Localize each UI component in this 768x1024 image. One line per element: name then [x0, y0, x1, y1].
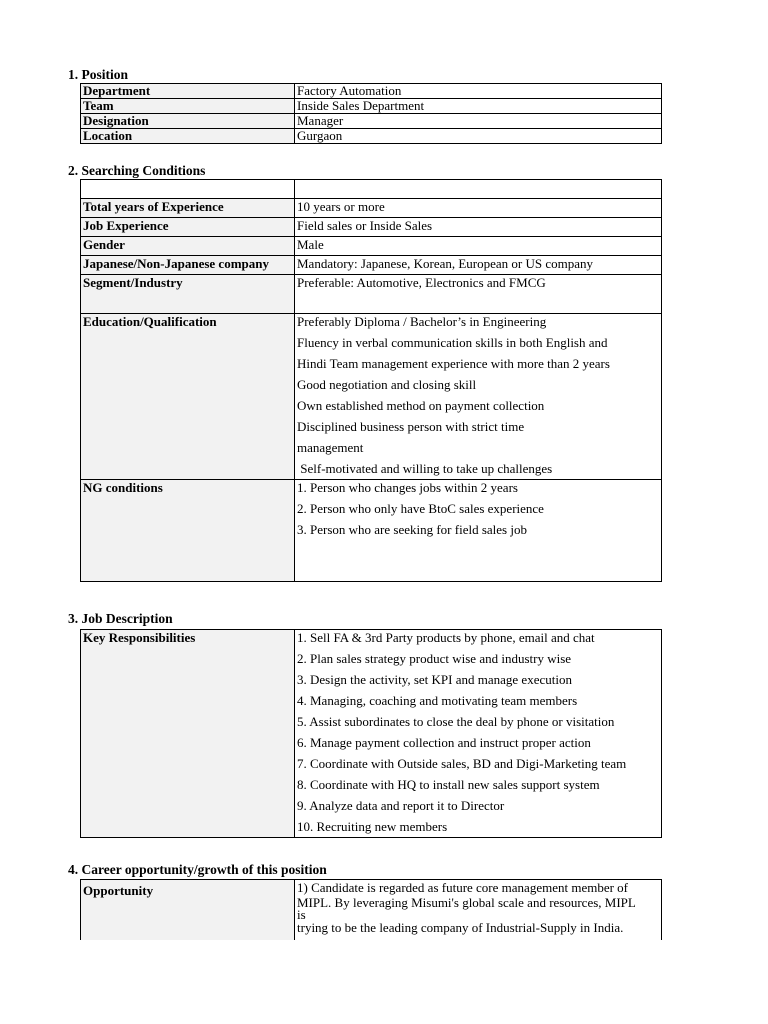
list-item: 6. Manage payment collection and instruct proper action	[297, 735, 591, 750]
list-item: Disciplined business person with strict time	[297, 419, 525, 434]
cell-value: Manager	[295, 114, 662, 129]
opportunity-lines	[295, 880, 662, 941]
cell-label: Education/Qualification	[81, 314, 295, 480]
list-item: Good negotiation and closing skill	[297, 377, 477, 392]
table-row	[81, 630, 662, 838]
career-opportunity-table	[80, 879, 662, 940]
list-item: is	[297, 907, 306, 922]
cell-label: Segment/Industry	[81, 275, 295, 314]
cell-label: Department	[81, 84, 295, 99]
cell-value: 10 years or more	[295, 199, 662, 218]
cell-label: Key Responsibilities	[81, 630, 295, 838]
list-item: Own established method on payment collection	[297, 398, 545, 413]
ng-lines	[295, 480, 662, 582]
responsibility-lines	[295, 630, 662, 838]
section-heading-searching-conditions: 2. Searching Conditions	[68, 163, 206, 178]
cell-value: Field sales or Inside Sales	[295, 218, 662, 237]
list-item: Preferably Diploma / Bachelor’s in Engineering	[297, 314, 547, 329]
table-row	[81, 84, 662, 99]
cell-label: Location	[81, 129, 295, 144]
cell-empty	[81, 180, 295, 199]
table-row	[81, 275, 662, 314]
cell-value: Male	[295, 237, 662, 256]
table-row	[81, 237, 662, 256]
list-item: 10. Recruiting new members	[297, 819, 448, 834]
table-row	[81, 314, 662, 480]
list-item: management	[297, 440, 364, 455]
cell-label: Gender	[81, 237, 295, 256]
cell-label: Opportunity	[81, 880, 295, 941]
list-item: 3. Design the activity, set KPI and manage execution	[297, 672, 572, 687]
cell-label: Japanese/Non-Japanese company	[81, 256, 295, 275]
list-item: 1) Candidate is regarded as future core management member of	[297, 880, 628, 895]
searching-conditions-table	[80, 179, 662, 582]
list-item: 1. Person who changes jobs within 2 years	[297, 480, 518, 495]
list-item: 4. Managing, coaching and motivating team members	[297, 693, 578, 708]
table-row	[81, 256, 662, 275]
list-item: Fluency in verbal communication skills in both English and	[297, 335, 608, 350]
position-table	[80, 83, 662, 144]
list-item: 1. Sell FA & 3rd Party products by phone, email and chat	[297, 630, 595, 645]
cell-label: Total years of Experience	[81, 199, 295, 218]
section-heading-career-opportunity: 4. Career opportunity/growth of this position	[68, 862, 327, 877]
cell-value: Mandatory: Japanese, Korean, European or US company	[295, 256, 662, 275]
table-row	[81, 218, 662, 237]
section-heading-job-description: 3. Job Description	[68, 611, 173, 626]
cell-value: Preferable: Automotive, Electronics and FMCG	[295, 275, 662, 314]
list-item: 2. Plan sales strategy product wise and industry wise	[297, 651, 572, 666]
cell-label: NG conditions	[81, 480, 295, 582]
cell-label: Job Experience	[81, 218, 295, 237]
cell-label: Team	[81, 99, 295, 114]
list-item: 2. Person who only have BtoC sales experience	[297, 501, 544, 516]
list-item: Self-motivated and willing to take up challenges	[297, 461, 553, 476]
table-row	[81, 129, 662, 144]
list-item: 8. Coordinate with HQ to install new sales support system	[297, 777, 600, 792]
cell-value: Factory Automation	[295, 84, 662, 99]
section-heading-position: 1. Position	[68, 67, 129, 82]
table-row	[81, 199, 662, 218]
table-row	[81, 99, 662, 114]
list-item: 3. Person who are seeking for field sales job	[297, 522, 527, 537]
list-item: 5. Assist subordinates to close the deal by phone or visitation	[297, 714, 615, 729]
cell-value: Gurgaon	[295, 129, 662, 144]
cell-value: Inside Sales Department	[295, 99, 662, 114]
education-lines	[295, 314, 662, 480]
list-item: Hindi Team management experience with more than 2 years	[297, 356, 610, 371]
cell-label: Designation	[81, 114, 295, 129]
table-row	[81, 880, 662, 941]
list-item: MIPL. By leveraging Misumi's global scale and resources, MIPL	[297, 895, 636, 910]
list-item: 9. Analyze data and report it to Director	[297, 798, 505, 813]
table-row	[81, 180, 662, 199]
table-row	[81, 480, 662, 582]
table-row	[81, 114, 662, 129]
list-item: 7. Coordinate with Outside sales, BD and Digi-Marketing team	[297, 756, 627, 771]
job-description-table	[80, 629, 662, 838]
list-item: trying to be the leading company of Industrial-Supply in India.	[297, 920, 624, 935]
cell-empty	[295, 180, 662, 199]
